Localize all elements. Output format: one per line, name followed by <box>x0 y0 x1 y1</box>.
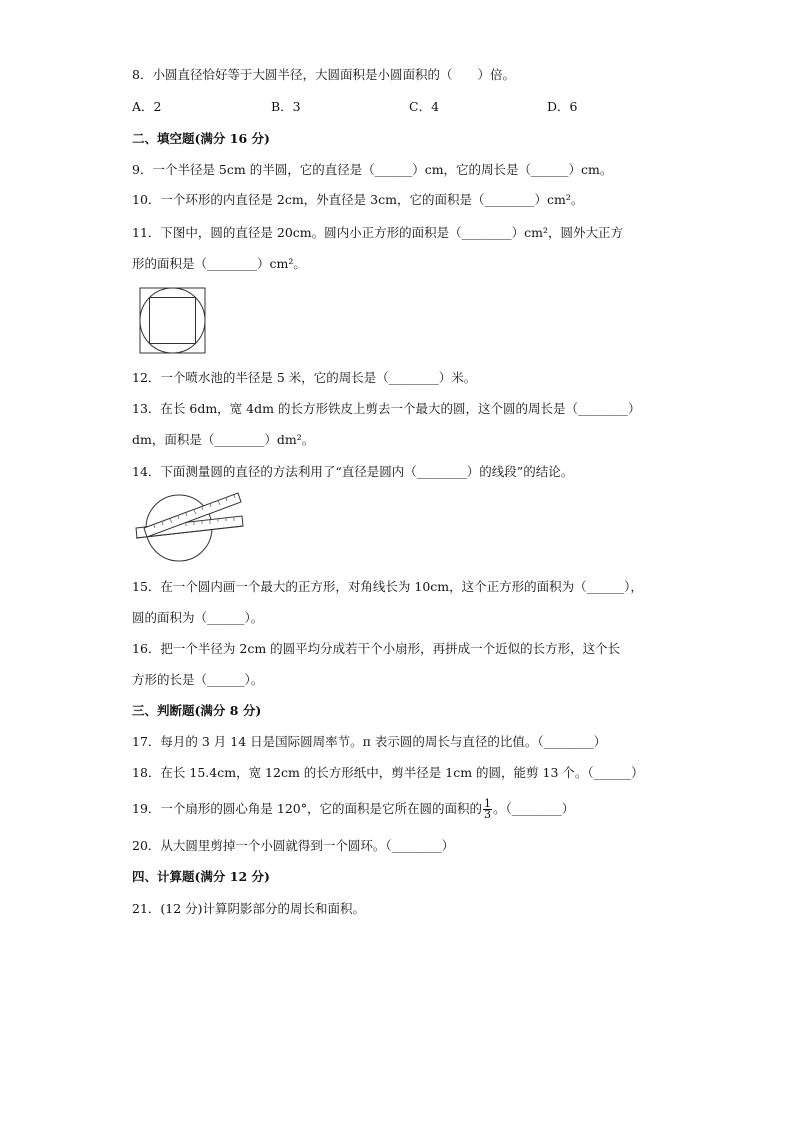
fraction-numerator: 1 <box>484 797 491 810</box>
section-heading-true-false: 三、判断题(满分 8 分) <box>132 703 262 718</box>
section-heading-fill-in: 二、填空题(满分 16 分) <box>132 131 270 146</box>
question-12-text: 12．一个喷水池的半径是 5 米，它的周长是（________）米。 <box>132 370 477 385</box>
ruler-measurement-figure <box>134 490 249 566</box>
question-21-text: 21．(12 分)计算阴影部分的周长和面积。 <box>132 901 366 916</box>
question-19-before: 19．一个扇形的圆心角是 120°，它的面积是它所在圆的面积的 <box>132 801 482 816</box>
question-15-line-1: 15．在一个圆内画一个最大的正方形，对角线长为 10cm，这个正方形的面积为（______）， <box>132 579 643 594</box>
question-13-line-1: 13．在长 6dm，宽 4dm 的长方形铁皮上剪去一个最大的圆，这个圆的周长是（________） <box>132 401 641 416</box>
question-15-line-2: 圆的面积为（______）。 <box>132 610 264 625</box>
question-17-text: 17．每月的 3 月 14 日是国际圆周率节。π 表示圆的周长与直径的比值。（________） <box>132 734 607 749</box>
question-19-after: 。（________） <box>493 801 575 816</box>
circle-squares-figure <box>138 287 208 355</box>
question-9-text: 9．一个半径是 5cm 的半圆，它的直径是（______）cm，它的周长是（______）cm。 <box>132 162 613 177</box>
question-10-text: 10．一个环形的内直径是 2cm，外直径是 3cm，它的面积是（________）cm²。 <box>132 192 584 207</box>
section-heading-calculation: 四、计算题(满分 12 分) <box>132 869 270 884</box>
question-20-text: 20．从大圆里剪掉一个小圆就得到一个圆环。（________） <box>132 838 455 853</box>
question-16-line-2: 方形的长是（______）。 <box>132 672 264 687</box>
question-18-text: 18．在长 15.4cm，宽 12cm 的长方形纸中，剪半径是 1cm 的圆，能剪 13 个。（______） <box>132 765 644 780</box>
question-11-line-2: 形的面积是（________）cm²。 <box>132 256 306 271</box>
question-16-line-1: 16．把一个半径为 2cm 的圆平均分成若干个小扇形，再拼成一个近似的长方形，这个长 <box>132 641 621 656</box>
question-13-line-2: dm，面积是（________）dm²。 <box>132 432 315 447</box>
option-d: D．6 <box>547 99 578 114</box>
option-a: A．2 <box>132 99 162 114</box>
option-c: C．4 <box>409 99 440 114</box>
question-19-text <box>132 799 574 820</box>
option-b: B．3 <box>271 99 301 114</box>
question-8-text: 8．小圆直径恰好等于大圆半径，大圆面积是小圆面积的（ ）倍。 <box>132 67 515 82</box>
inner-square <box>150 298 196 344</box>
question-11-line-1: 11．下图中，圆的直径是 20cm。圆内小正方形的面积是（________）cm²，圆外大正方 <box>132 225 624 240</box>
fraction-denominator: 3 <box>484 808 491 821</box>
fraction-one-third <box>483 799 492 820</box>
question-14-text: 14．下面测量圆的直径的方法利用了“直径是圆内（________）的线段”的结论。 <box>132 464 574 479</box>
